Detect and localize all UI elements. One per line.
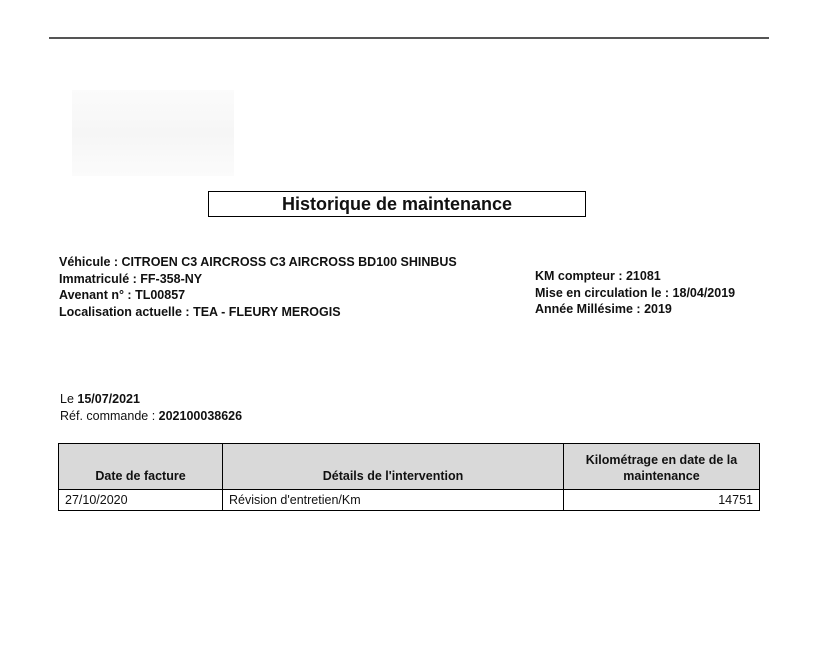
registration-line <box>59 271 457 288</box>
order-ref-label: Réf. commande : <box>60 408 159 423</box>
amendment-line <box>59 287 457 304</box>
model-year-value: 2019 <box>644 302 672 316</box>
model-year-label: Année Millésime : <box>535 302 645 316</box>
order-date-line <box>60 391 242 408</box>
amendment-label: Avenant n° : <box>59 288 136 302</box>
order-date-label: Le <box>60 392 78 406</box>
cell-invoice-date: 27/10/2020 <box>59 490 223 511</box>
order-info <box>60 391 242 424</box>
document-title-text: Historique de maintenance <box>281 193 513 214</box>
order-ref-value: 202100038626 <box>158 408 243 423</box>
location-line <box>59 304 457 321</box>
table-header-row <box>59 444 760 490</box>
company-logo-placeholder <box>72 90 234 176</box>
location-label: Localisation actuelle : <box>59 304 194 319</box>
registration-label: Immatriculé : <box>59 271 141 286</box>
location-value: TEA - FLEURY MEROGIS <box>193 304 341 319</box>
registration-date-value: 18/04/2019 <box>672 285 736 300</box>
registration-date-label: Mise en circulation le : <box>535 285 673 300</box>
header-intervention-details: Détails de l'intervention <box>223 444 564 490</box>
order-ref-line <box>60 408 242 425</box>
odometer-value: 21081 <box>625 269 661 283</box>
vehicle-info-right <box>535 268 735 318</box>
vehicle-model-label: Véhicule : <box>59 255 122 269</box>
registration-value: FF-358-NY <box>140 271 203 286</box>
header-mileage: Kilométrage en date de la maintenance <box>564 444 760 490</box>
vehicle-model-value: CITROEN C3 AIRCROSS C3 AIRCROSS BD100 SHINBUS <box>121 255 457 269</box>
maintenance-history-table <box>58 443 760 511</box>
table-row <box>59 490 760 511</box>
top-divider <box>49 37 769 39</box>
order-date-value: 15/07/2021 <box>77 392 140 406</box>
amendment-value: TL00857 <box>135 288 186 302</box>
header-invoice-date: Date de facture <box>59 444 223 490</box>
cell-intervention-details: Révision d'entretien/Km <box>223 490 564 511</box>
registration-date-line <box>535 285 735 302</box>
odometer-label: KM compteur : <box>535 269 626 283</box>
vehicle-model-line <box>59 254 457 271</box>
model-year-line <box>535 301 735 318</box>
cell-mileage: 14751 <box>564 490 760 511</box>
vehicle-info-left <box>59 254 457 320</box>
document-title <box>208 191 586 217</box>
odometer-line <box>535 268 735 285</box>
